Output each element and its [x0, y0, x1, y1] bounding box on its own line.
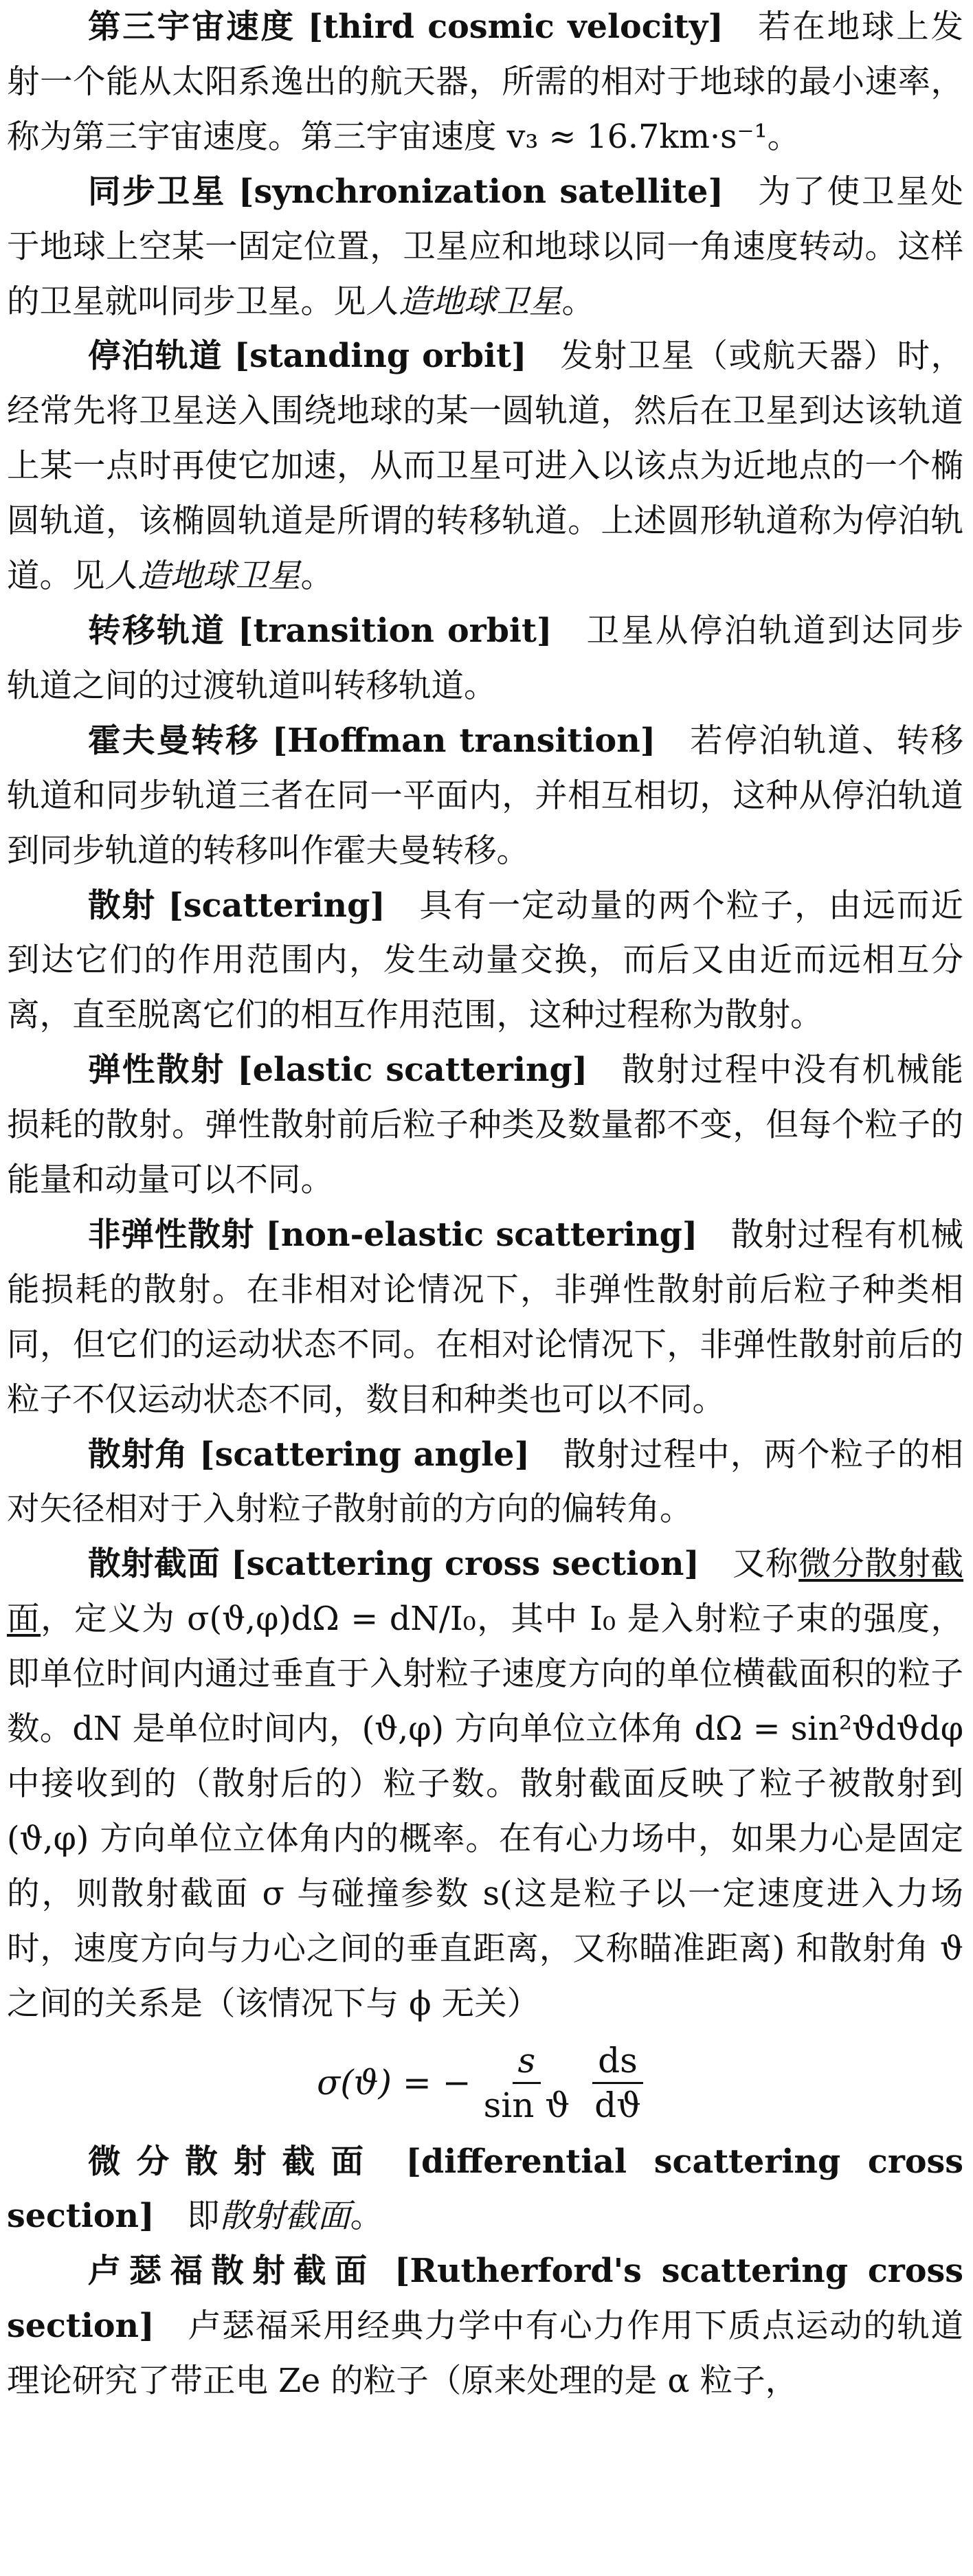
term-heading: 卢瑟福散射截面: [88, 2252, 376, 2291]
term-heading: 转移轨道: [88, 612, 226, 650]
entry-scattering: [7, 879, 963, 1044]
entry-third-cosmic-velocity: [7, 0, 963, 165]
entry-standing-orbit: [7, 329, 963, 604]
term-english: [ transition orbit ]: [238, 612, 585, 650]
term-english: [ Rutherford's scattering cross section ]: [7, 2252, 963, 2345]
entry-scattering-angle: [7, 1428, 963, 1538]
term-english: [ standing orbit ]: [234, 337, 559, 375]
entry-hoffman-transition: [7, 714, 963, 879]
term-definition: 卢瑟福采用经典力学中有心力作用下质点运动的轨道理论研究了带正电 Ze 的粒子（原来处理的是 α 粒子，: [7, 2307, 963, 2401]
formula-fraction-1: [478, 2039, 576, 2127]
formula-lhs: σ(ϑ) = −: [317, 2062, 471, 2103]
term-heading: 微分散射截面: [88, 2142, 380, 2181]
entry-rutherford-scattering-cross-section: [7, 2244, 963, 2409]
term-heading: 弹性散射: [88, 1051, 225, 1090]
term-english: [ Hoffman transition ]: [272, 721, 689, 760]
term-definition: 为了使卫星处于地球上空某一固定位置，卫星应和地球以同一角速度转动。这样的卫星就叫同步卫星。见: [7, 172, 964, 321]
term-english: [ third cosmic velocity ]: [308, 8, 757, 46]
entry-synchronization-satellite: [7, 165, 963, 330]
term-definition: ，定义为 σ(ϑ,φ)dΩ = dN/I₀，其中 I₀ 是入射粒子束的强度，即单位时间内通过垂直于入射粒子速度方向的单位横截面积的粒子数。dN 是单位时间内，(ϑ,φ) 方向单位立体角 dΩ = sin²ϑdϑdφ 中接收到的（散射后的）粒子数。散射截面反映了粒子被散射到 (ϑ,φ) 方向单位立体角内的概率。在有心力场中，如果力心是固定的，则散射截面 σ 与碰撞参数 s(这是粒子以一定速度进入力场时，速度方向与力心之间的垂直距离，又称瞄准距离) 和散射角 ϑ 之间的关系是（该情况下与 ϕ 无关）: [7, 1600, 964, 2023]
entry-scattering-cross-section: [7, 1537, 963, 2031]
term-heading: 散射角: [88, 1435, 188, 1474]
formula-numerator: s: [513, 2039, 541, 2084]
term-definition: 具有一定动量的两个粒子，由远而近到达它们的作用范围内，发生动量交换，而后又由近而远相互分离，直至脱离它们的相互作用范围，这种过程称为散射。: [7, 886, 964, 1035]
term-definition: 卫星从停泊轨道到达同步轨道之间的过渡轨道叫转移轨道。: [7, 612, 963, 705]
term-definition-prefix: 即: [187, 2197, 220, 2236]
entry-elastic-scattering: [7, 1043, 963, 1208]
term-heading: 霍夫曼转移: [88, 721, 260, 760]
term-definition: 若在地球上发射一个能从太阳系逸出的航天器，所需的相对于地球的最小速率，称为第三宇宙速度。第三宇宙速度 v₃ ≈ 16.7km·s⁻¹。: [7, 8, 963, 156]
term-english: [ scattering cross section ]: [231, 1545, 732, 1583]
cross-reference: 散射截面: [219, 2197, 350, 2236]
term-heading: 第三宇宙速度: [88, 8, 295, 46]
term-heading: 非弹性散射: [88, 1216, 255, 1254]
term-definition: 若停泊轨道、转移轨道和同步轨道三者在同一平面内，并相互相切，这种从停泊轨道到同步轨道的转移叫作霍夫曼转移。: [7, 721, 964, 870]
entry-non-elastic-scattering: [7, 1208, 963, 1428]
term-english: [ scattering ]: [168, 886, 418, 925]
term-definition: 散射过程中，两个粒子的相对矢径相对于入射粒子散射前的方向的偏转角。: [7, 1435, 964, 1529]
synonym-underlined: 微分散射截面: [7, 1545, 964, 1639]
formula-denominator: sin ϑ: [483, 2085, 570, 2126]
term-definition-tail: 。: [300, 557, 333, 596]
term-english: [ elastic scattering ]: [237, 1051, 620, 1089]
term-definition: 散射过程有机械能损耗的散射。在非相对论情况下，非弹性散射前后粒子种类相同，但它们的运动状态不同。在相对论情况下，非弹性散射前后的粒子不仅运动状态不同，数目和种类也可以不同。: [7, 1216, 964, 1419]
formula-fraction-2: [589, 2039, 647, 2127]
term-english: [ differential scattering cross section ]: [7, 2142, 963, 2236]
cross-reference: 人造地球卫星: [104, 557, 301, 596]
term-definition-tail: 。: [350, 2197, 383, 2236]
term-definition-tail: 。: [561, 282, 594, 321]
term-english: [ scattering angle ]: [199, 1435, 562, 1474]
term-heading: 同步卫星: [88, 172, 227, 211]
cross-reference: 人造地球卫星: [366, 282, 562, 321]
scattering-cross-section-formula: [7, 2032, 963, 2135]
term-heading: 散射截面: [88, 1545, 221, 1584]
term-heading: 散射: [88, 886, 157, 925]
term-english: [ synchronization satellite ]: [238, 172, 756, 211]
formula-denominator: dϑ: [594, 2085, 641, 2126]
term-definition: 散射过程中没有机械能损耗的散射。弹性散射前后粒子种类及数量都不变，但每个粒子的能量和动量可以不同。: [7, 1051, 964, 1200]
term-definition-prefix: 又称: [732, 1545, 799, 1584]
entry-transition-orbit: [7, 604, 963, 714]
term-heading: 停泊轨道: [88, 337, 223, 376]
term-definition: 发射卫星（或航天器）时，经常先将卫星送入围绕地球的某一圆轨道，然后在卫星到达该轨道上某一点时再使它加速，从而卫星可进入以该点为近地点的一个椭圆轨道，该椭圆轨道是所谓的转移轨道。上述圆形轨道称为停泊轨道。见: [7, 337, 964, 596]
term-english: [ non-elastic scattering ]: [265, 1216, 730, 1254]
formula-numerator: ds: [592, 2039, 643, 2084]
entry-differential-scattering-cross-section: [7, 2135, 963, 2245]
